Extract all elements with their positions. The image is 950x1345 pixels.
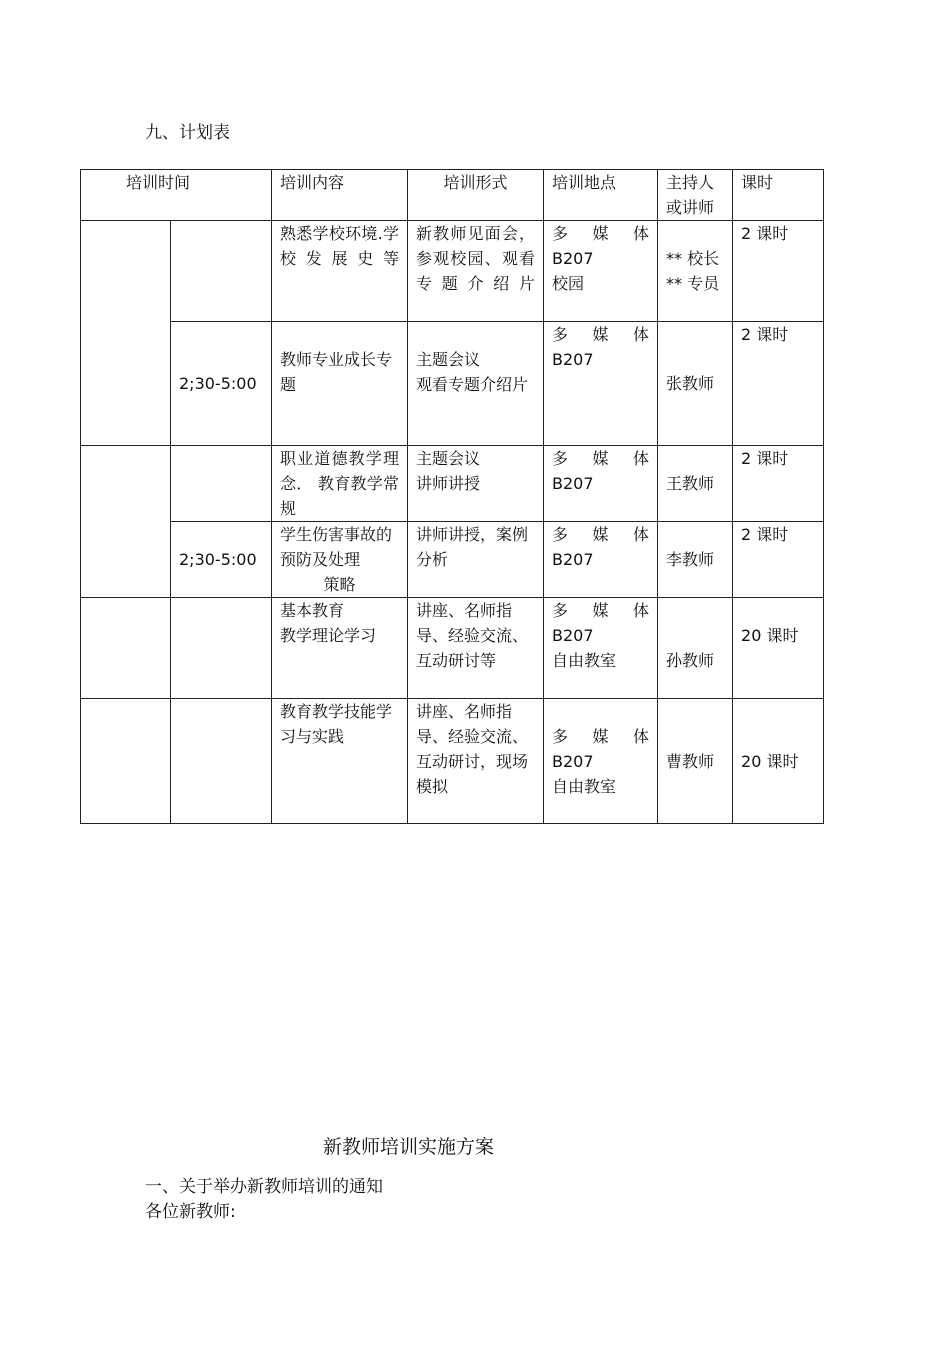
place-line: B207 — [552, 752, 594, 771]
hours-cell: 2 课时 — [733, 322, 824, 446]
form-line: 讲师讲授，案例分析 — [416, 525, 529, 569]
content-line: 熟悉学校环境.学校发展史等 — [280, 224, 400, 268]
place-line: B207 — [552, 249, 594, 268]
content-line: 教学理论学习 — [280, 626, 377, 645]
place-line: B207 — [552, 626, 594, 645]
host-cell — [658, 446, 733, 522]
form-cell — [408, 221, 544, 322]
place-line: 多 媒 体 — [552, 224, 650, 243]
time-cell — [171, 598, 272, 699]
date-cell — [81, 221, 171, 446]
hours-cell — [733, 598, 824, 699]
form-line: 主题会议 — [416, 449, 481, 468]
header-form: 培训形式 — [408, 170, 544, 221]
time-cell: 2;30-5:00 — [171, 522, 272, 598]
place-line: 自由教室 — [552, 651, 617, 670]
host-line: 王教师 — [666, 474, 715, 493]
place-cell — [544, 446, 658, 522]
host-line: 孙教师 — [666, 651, 715, 670]
table-row — [81, 522, 824, 598]
content-line: 基本教育 — [280, 601, 345, 620]
host-cell — [658, 322, 733, 446]
content-cell — [272, 598, 408, 699]
content-cell — [272, 221, 408, 322]
content-line: 职业道德教学理念． 教育教学常规 — [280, 449, 400, 518]
time-cell — [171, 699, 272, 824]
header-time: 培训时间 — [81, 170, 272, 221]
table-row — [81, 598, 824, 699]
place-line: 校园 — [552, 274, 585, 293]
host-line: 曹教师 — [666, 751, 715, 771]
host-line: ** 校长 — [666, 249, 720, 268]
form-cell — [408, 322, 544, 446]
place-line: 多 媒 体 — [552, 449, 650, 468]
place-cell — [544, 598, 658, 699]
content-line: 策略 — [323, 575, 356, 594]
header-host: 主持人或讲师 — [658, 170, 733, 221]
content-line: 教育教学技能学习与实践 — [280, 702, 393, 746]
table-row — [81, 322, 824, 446]
form-line: 主题会议 — [416, 350, 481, 369]
host-cell — [658, 598, 733, 699]
place-cell — [544, 699, 658, 824]
form-cell — [408, 446, 544, 522]
form-cell — [408, 598, 544, 699]
place-line: 多 媒 体 — [552, 525, 650, 544]
content-line: 教师专业成长专题 — [280, 350, 393, 394]
section-title: 九、计划表 — [145, 123, 230, 143]
header-content: 培训内容 — [272, 170, 408, 221]
table-row — [81, 446, 824, 522]
place-line: B207 — [552, 350, 594, 369]
time-cell: 2;30-5:00 — [171, 322, 272, 446]
place-cell — [544, 221, 658, 322]
training-plan-table — [80, 169, 824, 824]
document-title: 新教师培训实施方案 — [323, 1136, 495, 1158]
form-line: 新教师见面会，参观校园、观看专题介绍片 — [416, 224, 536, 293]
hours-cell: 20 课时 — [733, 699, 824, 824]
place-cell — [544, 522, 658, 598]
section-heading: 一、关于举办新教师培训的通知 — [145, 1177, 383, 1197]
form-cell — [408, 699, 544, 824]
form-line: 观看专题介绍片 — [416, 375, 529, 394]
table-row — [81, 699, 824, 824]
form-line: 讲师讲授 — [416, 474, 481, 493]
host-line: ** 专员 — [666, 274, 720, 293]
hours-cell: 2 课时 — [733, 446, 824, 522]
host-cell — [658, 221, 733, 322]
date-cell — [81, 446, 171, 598]
content-cell — [272, 322, 408, 446]
host-cell — [658, 522, 733, 598]
form-line: 讲座、名师指导、经验交流、互动研讨，现场模拟 — [416, 702, 529, 796]
place-line: 自由教室 — [552, 777, 617, 796]
place-line: 多 媒 体 — [552, 727, 650, 746]
place-line: 多 媒 体 — [552, 601, 650, 620]
content-cell — [272, 699, 408, 824]
content-line: 学生伤害事故的预防及处理 — [280, 525, 393, 569]
place-line: 多 媒 体 — [552, 325, 650, 344]
place-line: B207 — [552, 550, 594, 569]
host-cell — [658, 699, 733, 824]
header-place: 培训地点 — [544, 170, 658, 221]
table-row — [81, 221, 824, 322]
place-line: B207 — [552, 474, 594, 493]
hours-cell: 2 课时 — [733, 522, 824, 598]
date-cell — [81, 699, 171, 824]
time-cell — [171, 446, 272, 522]
hours-cell: 2 课时 — [733, 221, 824, 322]
date-cell — [81, 598, 171, 699]
place-cell — [544, 322, 658, 446]
content-cell — [272, 522, 408, 598]
host-line: 张教师 — [666, 374, 715, 393]
content-cell — [272, 446, 408, 522]
table-header-row — [81, 170, 824, 221]
time-cell — [171, 221, 272, 322]
form-cell — [408, 522, 544, 598]
hours-value: 20 课时 — [741, 626, 799, 645]
salutation: 各位新教师: — [145, 1202, 236, 1222]
header-hours: 课时 — [733, 170, 824, 221]
form-line: 讲座、名师指导、经验交流、互动研讨等 — [416, 601, 529, 670]
host-line: 李教师 — [666, 550, 715, 569]
